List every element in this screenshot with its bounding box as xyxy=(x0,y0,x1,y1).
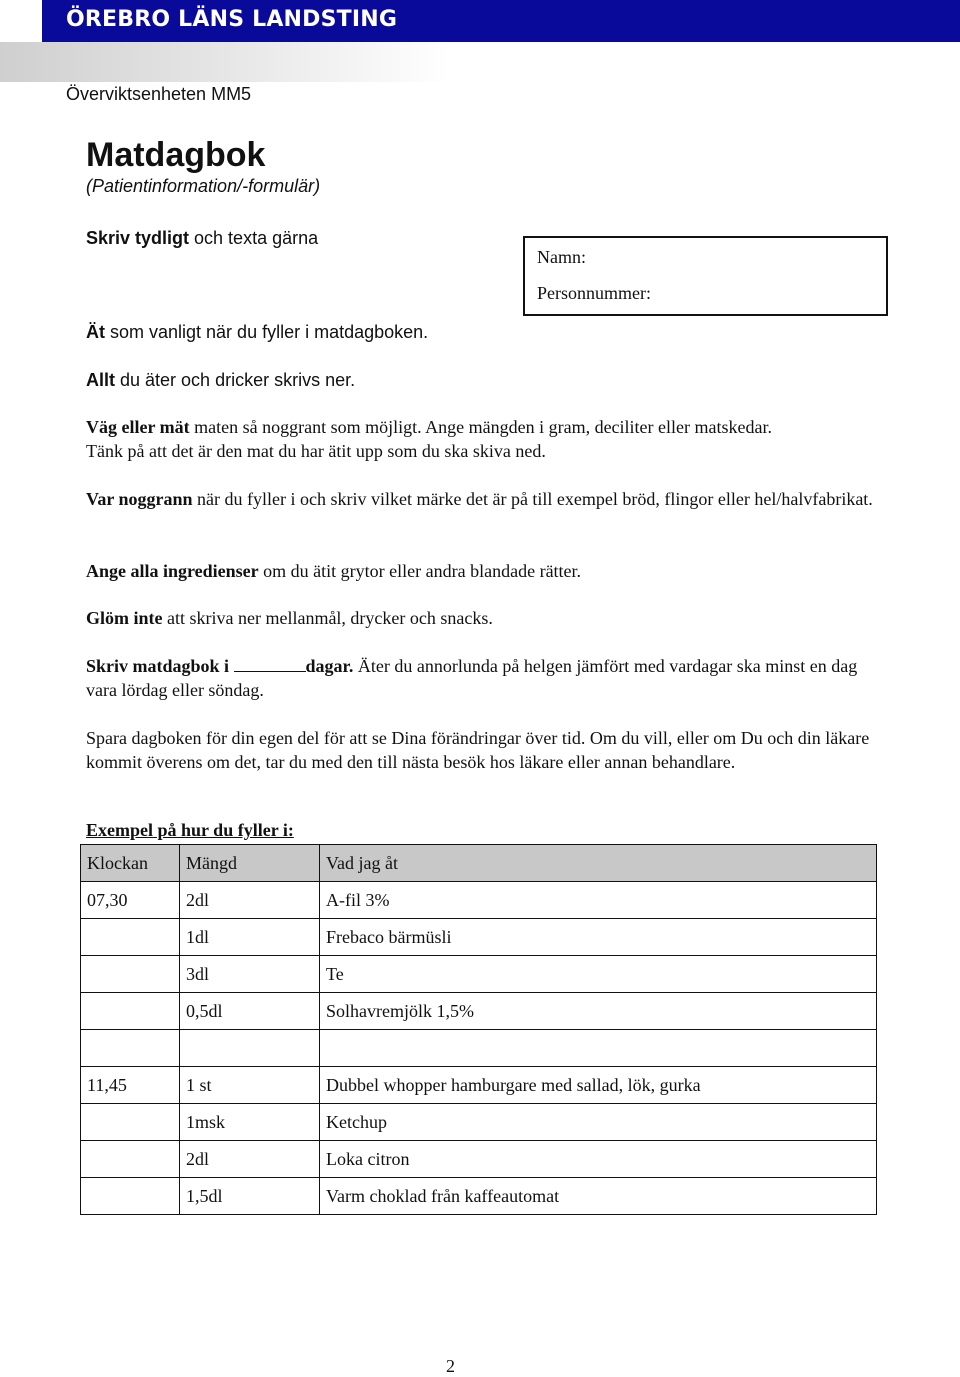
time-cell xyxy=(81,1030,180,1067)
amount-cell: 1,5dl xyxy=(180,1178,320,1215)
time-cell xyxy=(81,993,180,1030)
time-cell xyxy=(81,1104,180,1141)
column-header: Mängd xyxy=(180,845,320,882)
amount-cell xyxy=(180,1030,320,1067)
amount-cell: 1 st xyxy=(180,1067,320,1104)
table-row xyxy=(81,882,877,919)
instruction-ingredients: Ange alla ingredienser om du ätit grytor eller andra blandade rätter. xyxy=(86,561,582,581)
table-header-row xyxy=(81,845,877,882)
food-cell: Loka citron xyxy=(320,1141,877,1178)
example-heading: Exempel på hur du fyller i: xyxy=(86,820,294,840)
example-table xyxy=(80,844,877,1215)
org-name: ÖREBRO LÄNS LANDSTING xyxy=(66,7,398,32)
name-label: Namn: xyxy=(537,247,586,267)
time-cell: 11,45 xyxy=(81,1067,180,1104)
amount-cell: 2dl xyxy=(180,1141,320,1178)
amount-cell: 1dl xyxy=(180,919,320,956)
table-row xyxy=(81,919,877,956)
table-row xyxy=(81,956,877,993)
food-cell: Frebaco bärmüsli xyxy=(320,919,877,956)
instruction-snacks: Glöm inte att skriva ner mellanmål, drycker och snacks. xyxy=(86,608,493,628)
food-cell: A-fil 3% xyxy=(320,882,877,919)
amount-cell: 1msk xyxy=(180,1104,320,1141)
table-row xyxy=(81,1104,877,1141)
time-cell xyxy=(81,1141,180,1178)
amount-cell: 0,5dl xyxy=(180,993,320,1030)
food-cell: Te xyxy=(320,956,877,993)
instruction-eat-normal: Ät som vanligt när du fyller i matdagboken. xyxy=(86,322,429,342)
name-box xyxy=(523,236,888,316)
instruction-careful: Var noggrann när du fyller i och skriv vilket märke det är på till exempel bröd, flingor eller hel/halvfabrikat. xyxy=(86,489,873,509)
table-row xyxy=(81,1030,877,1067)
column-header: Klockan xyxy=(81,845,180,882)
instruction-everything: Allt du äter och dricker skrivs ner. xyxy=(86,370,356,390)
food-cell xyxy=(320,1030,877,1067)
time-cell xyxy=(81,956,180,993)
food-cell: Dubbel whopper hamburgare med sallad, lök, gurka xyxy=(320,1067,877,1104)
table-row xyxy=(81,1141,877,1178)
food-cell: Ketchup xyxy=(320,1104,877,1141)
amount-cell: 2dl xyxy=(180,882,320,919)
table-row xyxy=(81,993,877,1030)
page-number: 2 xyxy=(446,1356,455,1376)
header-banner xyxy=(42,0,960,42)
time-cell: 07,30 xyxy=(81,882,180,919)
table-row xyxy=(81,1067,877,1104)
instruction-write-clearly: Skriv tydligt och texta gärna xyxy=(86,228,319,248)
unit-name: Överviktsenheten MM5 xyxy=(66,84,252,104)
instruction-weigh: Väg eller mät maten så noggrant som möjligt. Ange mängden i gram, deciliter eller matskedar. Tänk på att det är den mat du har ätit upp som du ska skiva ned. xyxy=(86,417,772,461)
food-cell: Solhavremjölk 1,5% xyxy=(320,993,877,1030)
amount-cell: 3dl xyxy=(180,956,320,993)
days-blank[interactable] xyxy=(234,657,306,672)
column-header: Vad jag åt xyxy=(320,845,877,882)
page-title: Matdagbok xyxy=(86,136,266,174)
instruction-days: Skriv matdagbok i dagar. Äter du annorlunda på helgen jämfört med vardagar ska minst en dag vara lördag eller söndag. xyxy=(86,656,858,700)
table-row xyxy=(81,1178,877,1215)
time-cell xyxy=(81,919,180,956)
header-shadow xyxy=(0,42,450,82)
food-cell: Varm choklad från kaffeautomat xyxy=(320,1178,877,1215)
page-subtitle: (Patientinformation/-formulär) xyxy=(86,176,321,196)
time-cell xyxy=(81,1178,180,1215)
personal-number-label: Personnummer: xyxy=(537,283,651,303)
instruction-save: Spara dagboken för din egen del för att se Dina förändringar över tid. Om du vill, eller om Du och din läkare kommit överens om det, tar du med den till nästa besök hos läkare eller annan behandlare. xyxy=(86,728,870,772)
